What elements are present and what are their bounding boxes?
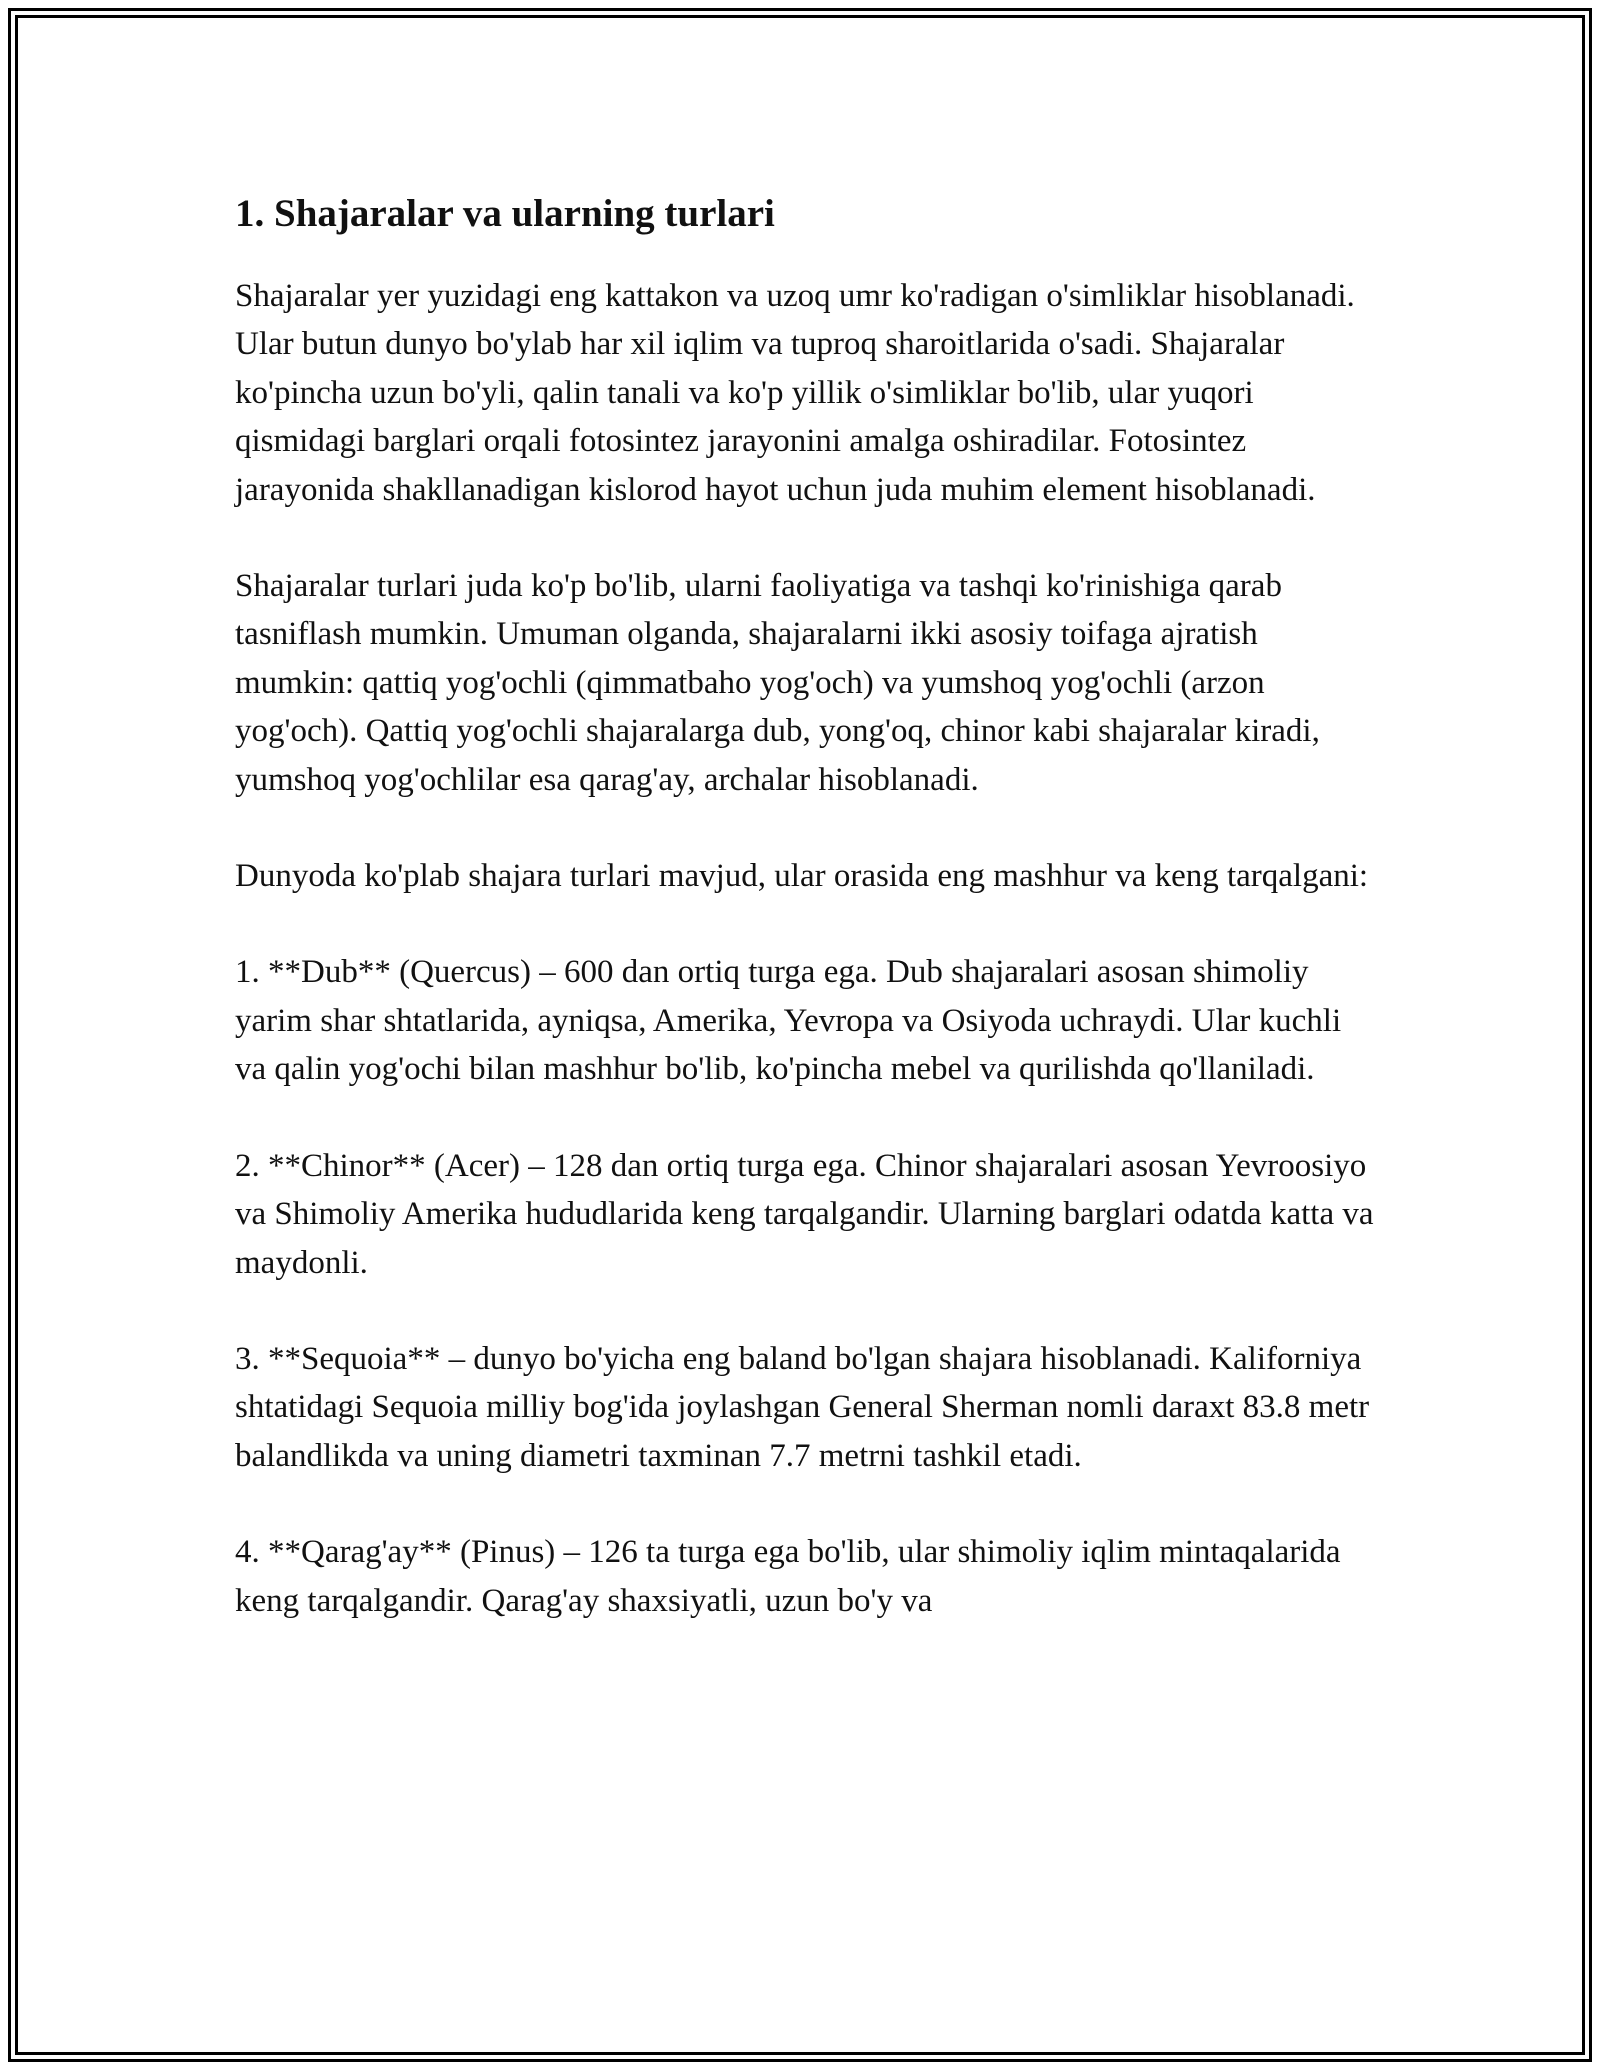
list-item-chinor: 2. **Chinor** (Acer) – 128 dan ortiq turga ega. Chinor shajaralari asosan Yevroosiyo va Shimoliy Amerika hududlarida keng tarqalgandir. Ularning barglari odatda katta va maydonli. bbox=[235, 1147, 1374, 1281]
list-item-dub: 1. **Dub** (Quercus) – 600 dan ortiq turga ega. Dub shajaralari asosan shimoliy yarim shar shtatlarida, ayniqsa, Amerika, Yevropa va Osiyoda uchraydi. Ular kuchli va qalin yog'ochi bilan mashhur bo'lib, ko'pincha mebel va qurilishda qo'llaniladi. bbox=[235, 954, 1342, 1088]
section-heading: 1. Shajaralar va ularning turlari bbox=[235, 192, 775, 235]
list-item-qaragay: 4. **Qarag'ay** (Pinus) – 126 ta turga ega bo'lib, ular shimoliy iqlim mintaqalarida keng tarqalgandir. Qarag'ay shaxsiyatli, uzun bo'y va bbox=[235, 1534, 1341, 1619]
paragraph-types: Shajaralar turlari juda ko'p bo'lib, ularni faoliyatiga va tashqi ko'rinishiga qarab tasniflash mumkin. Umuman olganda, shajaralarni ikki asosiy toifaga ajratish mumkin: qattiq yog'ochli (qimmatbaho yog'och) va yumshoq yog'ochli (arzon yog'och). Qattiq yog'ochli shajaralarga dub, yong'oq, chinor kabi shajaralar kiradi, yumshoq yog'ochlilar esa qarag'ay, archalar hisoblanadi. bbox=[235, 568, 1320, 798]
paragraph-intro: Shajaralar yer yuzidagi eng kattakon va uzoq umr ko'radigan o'simliklar hisoblanadi. Ular butun dunyo bo'ylab har xil iqlim va tuproq sharoitlarida o'sadi. Shajaralar ko'pincha uzun bo'yli, qalin tanali va ko'p yillik o'simliklar bo'lib, ular yuqori qismidagi barglari orqali fotosintez jarayonini amalga oshiradilar. Fotosintez jarayonida shakllanadigan kislorod hayot uchun juda muhim element hisoblanadi. bbox=[235, 278, 1355, 508]
paragraph-list-intro: Dunyoda ko'plab shajara turlari mavjud, ular orasida eng mashhur va keng tarqalgani: bbox=[235, 858, 1369, 895]
document-body bbox=[235, 188, 1375, 1673]
list-item-sequoia: 3. **Sequoia** – dunyo bo'yicha eng baland bo'lgan shajara hisoblanadi. Kaliforniya shtatidagi Sequoia milliy bog'ida joylashgan General Sherman nomli daraxt 83.8 metr balandlikda va uning diametri taxminan 7.7 metrni tashkil etadi. bbox=[235, 1340, 1370, 1474]
